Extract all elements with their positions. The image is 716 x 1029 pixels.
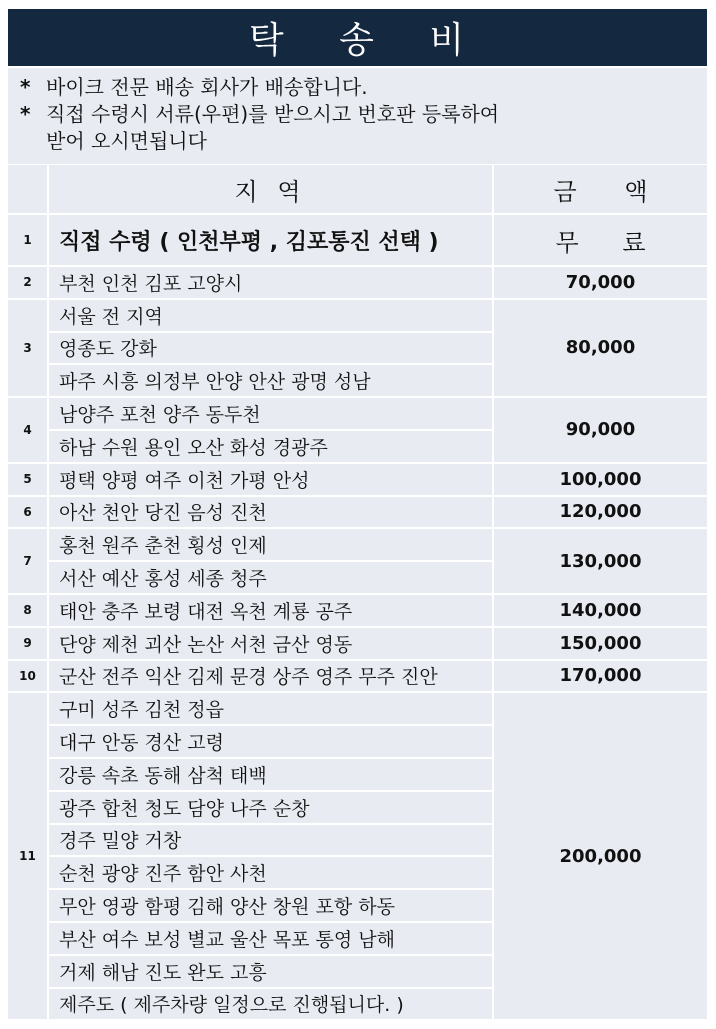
region-cell: 부산 여수 보성 별교 울산 목포 통영 남해 bbox=[49, 923, 494, 956]
note-text: 직접 수령시 서류(우편)를 받으시고 번호판 등록하여 bbox=[46, 102, 500, 126]
note-marker: * bbox=[20, 102, 31, 126]
region-cell: 서울 전 지역 bbox=[49, 300, 494, 333]
table-row bbox=[8, 661, 707, 694]
table-row bbox=[8, 464, 707, 497]
region-cell: 파주 시흥 의정부 안양 안산 광명 성남 bbox=[49, 365, 494, 398]
region-cell: 구미 성주 김천 정읍 bbox=[49, 693, 494, 726]
region-cell: 거제 해남 진도 완도 고흥 bbox=[49, 956, 494, 989]
row-number: 6 bbox=[8, 497, 49, 530]
region-cell: 홍천 원주 춘천 횡성 인제 bbox=[49, 529, 494, 562]
row-number: 1 bbox=[8, 215, 49, 267]
header-price: 금 액 bbox=[494, 165, 707, 215]
row-number: 4 bbox=[8, 398, 49, 464]
note-line-3 bbox=[20, 128, 707, 155]
row-number: 9 bbox=[8, 628, 49, 661]
shipping-rate-table bbox=[8, 165, 707, 1021]
region-cell: 아산 천안 당진 음성 진천 bbox=[49, 497, 494, 530]
table-row bbox=[8, 215, 707, 267]
page-title bbox=[8, 9, 707, 66]
price-cell: 70,000 bbox=[494, 267, 707, 300]
note-marker: * bbox=[20, 75, 31, 99]
table-row bbox=[8, 300, 707, 333]
price-cell: 170,000 bbox=[494, 661, 707, 694]
region-cell: 평택 양평 여주 이천 가평 안성 bbox=[49, 464, 494, 497]
price-cell: 무 료 bbox=[494, 215, 707, 267]
region-cell: 강릉 속초 동해 삼척 태백 bbox=[49, 759, 494, 792]
row-number: 5 bbox=[8, 464, 49, 497]
note-text: 받어 오시면됩니다 bbox=[46, 129, 207, 153]
price-cell: 90,000 bbox=[494, 398, 707, 464]
region-cell: 하남 수원 용인 오산 화성 경광주 bbox=[49, 431, 494, 464]
notes-box bbox=[8, 68, 707, 164]
row-number: 7 bbox=[8, 529, 49, 595]
row-number: 3 bbox=[8, 300, 49, 398]
price-cell: 100,000 bbox=[494, 464, 707, 497]
note-text: 바이크 전문 배송 회사가 배송합니다. bbox=[46, 75, 368, 99]
price-cell: 130,000 bbox=[494, 529, 707, 595]
region-cell: 직접 수령 ( 인천부평 , 김포통진 선택 ) bbox=[49, 215, 494, 267]
note-line-1 bbox=[20, 74, 707, 101]
table-row bbox=[8, 398, 707, 431]
note-line-2 bbox=[20, 101, 707, 128]
table-row bbox=[8, 693, 707, 726]
region-cell: 군산 전주 익산 김제 문경 상주 영주 무주 진안 bbox=[49, 661, 494, 694]
row-number: 11 bbox=[8, 693, 49, 1021]
row-number: 10 bbox=[8, 661, 49, 694]
row-number: 2 bbox=[8, 267, 49, 300]
header-num-cell bbox=[8, 165, 49, 215]
region-cell: 순천 광양 진주 함안 사천 bbox=[49, 857, 494, 890]
region-cell: 서산 예산 홍성 세종 청주 bbox=[49, 562, 494, 595]
region-cell: 영종도 강화 bbox=[49, 333, 494, 366]
region-cell: 태안 충주 보령 대전 옥천 계룡 공주 bbox=[49, 595, 494, 628]
region-cell: 무안 영광 함평 김해 양산 창원 포항 하동 bbox=[49, 890, 494, 923]
region-cell: 부천 인천 김포 고양시 bbox=[49, 267, 494, 300]
region-cell: 대구 안동 경산 고령 bbox=[49, 726, 494, 759]
price-cell: 140,000 bbox=[494, 595, 707, 628]
price-cell: 80,000 bbox=[494, 300, 707, 398]
table-row bbox=[8, 595, 707, 628]
region-cell: 단양 제천 괴산 논산 서천 금산 영동 bbox=[49, 628, 494, 661]
table-row bbox=[8, 267, 707, 300]
page-title-text: 탁 송 비 bbox=[248, 20, 467, 61]
table-header-row bbox=[8, 165, 707, 215]
header-region: 지 역 bbox=[49, 165, 494, 215]
table-row bbox=[8, 628, 707, 661]
row-number: 8 bbox=[8, 595, 49, 628]
region-cell: 남양주 포천 양주 동두천 bbox=[49, 398, 494, 431]
price-cell: 120,000 bbox=[494, 497, 707, 530]
price-cell: 200,000 bbox=[494, 693, 707, 1021]
region-cell: 경주 밀양 거창 bbox=[49, 825, 494, 858]
region-cell: 광주 합천 청도 담양 나주 순창 bbox=[49, 792, 494, 825]
table-row bbox=[8, 529, 707, 562]
region-cell: 제주도 ( 제주차량 일정으로 진행됩니다. ) bbox=[49, 989, 494, 1022]
price-cell: 150,000 bbox=[494, 628, 707, 661]
table-row bbox=[8, 497, 707, 530]
